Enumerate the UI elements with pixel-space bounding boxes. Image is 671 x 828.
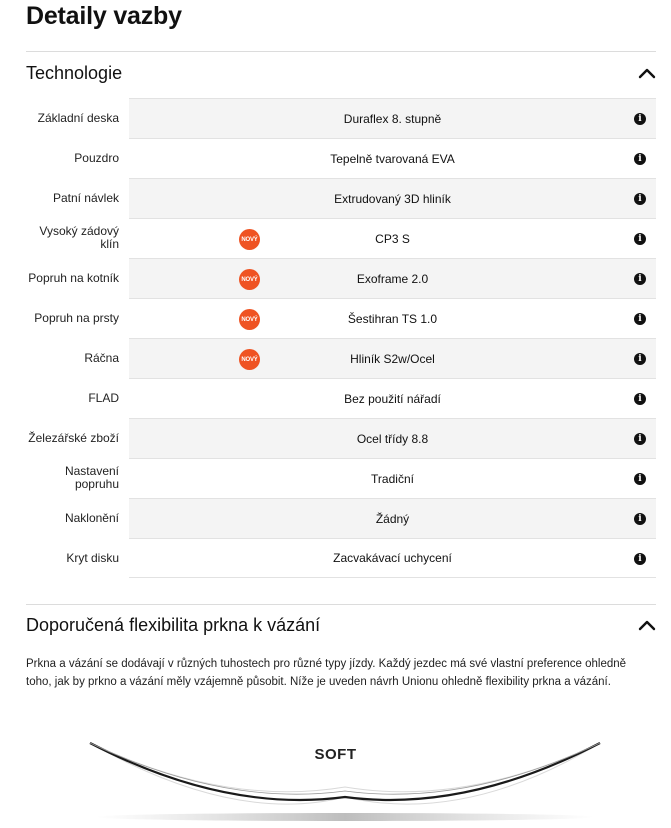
- chevron-up-icon[interactable]: [638, 619, 656, 631]
- spec-value-cell: [129, 298, 656, 338]
- spec-value: Bez použití nářadí: [344, 391, 441, 406]
- spec-label: Patní návlek: [52, 190, 119, 205]
- info-icon[interactable]: i: [634, 513, 646, 525]
- spec-label: Popruh na prsty: [34, 310, 119, 325]
- spec-value-cell: [129, 138, 656, 178]
- spec-row: [26, 498, 656, 538]
- spec-label: Základní deska: [37, 110, 119, 125]
- spec-value-cell: [129, 378, 656, 418]
- spec-label: Vysoký zádový klín: [39, 224, 119, 251]
- spec-value-cell: [129, 418, 656, 458]
- spec-row: [26, 418, 656, 458]
- spec-row: [26, 378, 656, 418]
- spec-value: Šestihran TS 1.0: [347, 311, 438, 326]
- flex-description: Prkna a vázání se dodávají v různých tuhostech pro různé typy jízdy. Každý jezdec má své vlastní preference ohledně toho, jak by prkno a vázání měly vzájemně působit. Níže je uveden návrh Unionu ohledně flexibility prkna a vázání.: [26, 658, 627, 688]
- spec-row: [26, 218, 656, 258]
- spec-value: Duraflex 8. stupně: [343, 111, 442, 126]
- spec-value-cell: [129, 338, 656, 378]
- spec-row: [26, 338, 656, 378]
- technology-section-header[interactable]: [26, 58, 656, 88]
- spec-value-cell: [129, 538, 656, 578]
- spec-row: [26, 178, 656, 218]
- spec-label: Popruh na kotník: [28, 270, 119, 285]
- info-icon[interactable]: i: [634, 313, 646, 325]
- spec-value: Zacvakávací uchycení: [333, 551, 452, 565]
- spec-value-cell: [129, 98, 656, 138]
- flex-section-title: Doporučená flexibilita prkna k vázání: [26, 614, 321, 635]
- info-icon[interactable]: i: [634, 193, 646, 205]
- chevron-up-icon[interactable]: [638, 67, 656, 79]
- info-icon[interactable]: i: [634, 393, 646, 405]
- spec-row: [26, 538, 656, 578]
- info-icon[interactable]: i: [634, 153, 646, 165]
- info-icon[interactable]: i: [634, 233, 646, 245]
- new-badge: NOVÝ: [239, 349, 260, 370]
- divider: [26, 604, 656, 605]
- info-icon[interactable]: i: [634, 553, 646, 565]
- spec-value-cell: [129, 218, 656, 258]
- info-icon[interactable]: i: [634, 113, 646, 125]
- spec-value: CP3 S: [375, 231, 410, 246]
- spec-value: Exoframe 2.0: [356, 271, 429, 286]
- spec-value: Extrudovaný 3D hliník: [334, 191, 451, 206]
- new-badge: NOVÝ: [239, 229, 260, 250]
- spec-row: [26, 458, 656, 498]
- new-badge: NOVÝ: [239, 309, 260, 330]
- info-icon[interactable]: i: [634, 433, 646, 445]
- spec-row: [26, 98, 656, 138]
- spec-row: [26, 138, 656, 178]
- spec-value: Tepelně tvarovaná EVA: [330, 151, 455, 166]
- spec-value: Ocel třídy 8.8: [356, 431, 429, 446]
- spec-row: [26, 298, 656, 338]
- spec-value-cell: [129, 458, 656, 498]
- spec-label: FLAD: [88, 390, 119, 405]
- info-icon[interactable]: i: [634, 353, 646, 365]
- spec-value: Žádný: [375, 511, 410, 526]
- new-badge: NOVÝ: [239, 269, 260, 290]
- page-title: Detaily vazby: [26, 2, 182, 30]
- spec-value-cell: [129, 258, 656, 298]
- flex-section-header[interactable]: [26, 610, 656, 640]
- flex-soft-label: SOFT: [314, 746, 357, 763]
- technology-section-title: Technologie: [26, 62, 123, 83]
- spec-label: Naklonění: [64, 510, 119, 525]
- spec-label: Ráčna: [84, 350, 119, 365]
- spec-value: Hliník S2w/Ocel: [350, 351, 435, 366]
- spec-row: [26, 258, 656, 298]
- info-icon[interactable]: i: [634, 273, 646, 285]
- divider: [26, 51, 656, 52]
- technology-spec-table: [26, 98, 656, 578]
- spec-label: Nastavení popruhu: [64, 464, 119, 491]
- spec-label: Pouzdro: [74, 150, 119, 165]
- spec-value-cell: [129, 498, 656, 538]
- spec-value-cell: [129, 178, 656, 218]
- spec-value: Tradiční: [371, 471, 414, 486]
- spec-label: Železářské zboží: [28, 430, 119, 445]
- info-icon[interactable]: i: [634, 473, 646, 485]
- spec-label: Kryt disku: [66, 550, 119, 565]
